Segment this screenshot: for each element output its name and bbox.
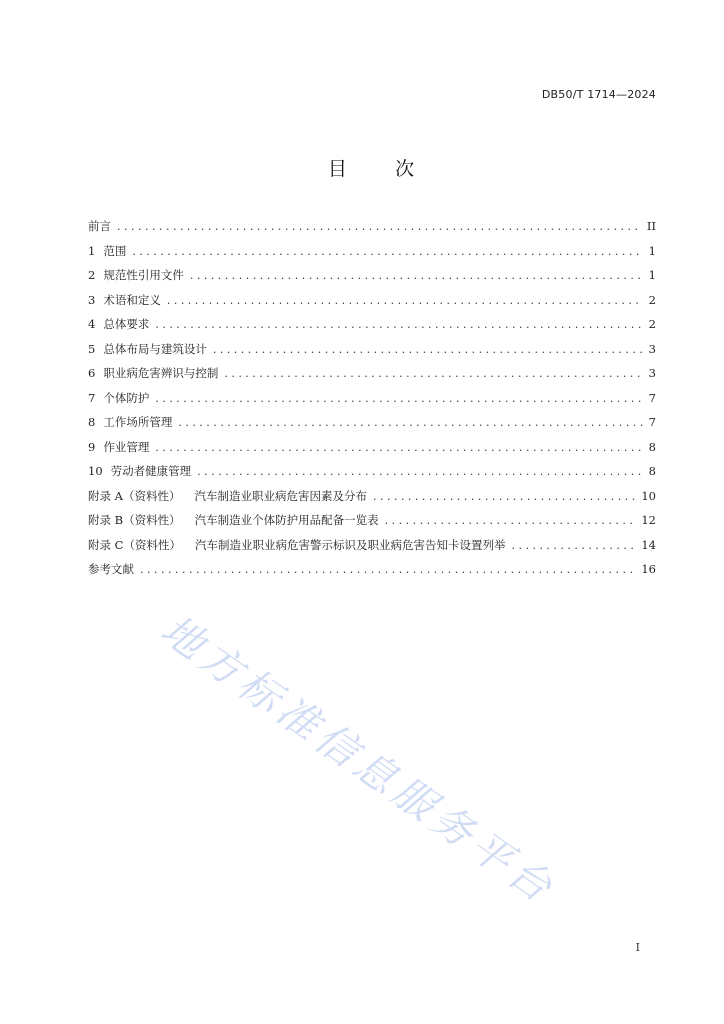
toc-entry-number: 5 [88,341,96,356]
toc-entry-appendix-c[interactable] [88,536,656,561]
toc-entry-number: 4 [88,317,96,331]
toc-leader-dots [155,439,642,457]
toc-entry-label: 个体防护 [103,390,150,405]
toc-entry-number: 6 [88,366,96,380]
toc-appendix-prefix: 附录 B（资料性） [88,513,181,527]
toc-entry-number: 3 [88,292,96,307]
toc-entry-number: 9 [88,439,96,454]
toc-leader-dots [155,316,642,334]
toc-leader-dots [373,488,635,506]
toc-entry-page: 8 [648,464,656,478]
toc-leader-dots [213,341,643,359]
toc-entry-page: 2 [648,292,656,307]
toc-entry-number: 10 [88,464,103,478]
toc-entry-label: 规范性引用文件 [103,268,184,282]
toc-leader-dots [167,292,643,310]
table-of-contents [88,217,656,585]
toc-leader-dots [511,537,635,555]
toc-entry-hazard-identification[interactable] [88,364,656,389]
toc-entry-label: 汽车制造业个体防护用品配备一览表 [194,513,379,527]
toc-entry-page: 7 [648,390,656,405]
toc-entry-appendix-a[interactable] [88,487,656,512]
toc-entry-page: 10 [641,488,656,503]
toc-entry-page: 3 [648,341,656,356]
toc-entry-normative-references[interactable] [88,266,656,291]
toc-entry-page: 3 [648,366,656,380]
toc-entry-page: 8 [648,439,656,454]
toc-appendix-prefix: 附录 C（资料性） [88,537,181,552]
toc-entry-general-requirements[interactable] [88,315,656,340]
toc-leader-dots [178,414,642,432]
toc-entry-label: 作业管理 [103,439,150,454]
watermark: 地方标准信息服务平台 [152,605,565,915]
toc-entry-label: 前言 [88,219,111,233]
toc-entry-label: 总体布局与建筑设计 [103,341,207,356]
toc-entry-page: 14 [641,537,656,552]
toc-entry-page: 2 [648,317,656,331]
toc-entry-number: 1 [88,243,96,258]
toc-leader-dots [140,561,635,579]
page-number: I [635,941,640,954]
toc-entry-label: 劳动者健康管理 [110,464,192,478]
toc-entry-label: 汽车制造业职业病危害警示标识及职业病危害告知卡设置列举 [194,537,506,552]
toc-entry-page: II [646,219,656,233]
toc-entry-personal-protection[interactable] [88,389,656,414]
toc-entry-terms-definitions[interactable] [88,291,656,316]
toc-entry-page: 1 [648,268,656,282]
toc-entry-label: 范围 [103,243,127,258]
toc-leader-dots [190,267,643,285]
toc-leader-dots [117,218,641,236]
toc-entry-page: 7 [648,415,656,429]
toc-entry-number: 8 [88,415,96,429]
toc-entry-page: 16 [641,562,656,576]
toc-entry-number: 2 [88,268,96,282]
toc-entry-page: 1 [648,243,656,258]
toc-entry-label: 工作场所管理 [103,415,173,429]
toc-entry-scope[interactable] [88,242,656,267]
toc-entry-label: 总体要求 [103,317,150,331]
document-code: DB50/T 1714—2024 [541,88,656,101]
toc-entry-label: 职业病危害辨识与控制 [103,366,219,380]
toc-entry-worker-health[interactable] [88,462,656,487]
toc-entry-layout-design[interactable] [88,340,656,365]
toc-leader-dots [155,390,642,408]
toc-entry-page: 12 [641,513,656,527]
toc-leader-dots [197,463,643,481]
toc-leader-dots [224,365,642,383]
toc-entry-label: 术语和定义 [103,292,161,307]
toc-leader-dots [132,243,642,261]
toc-title: 目 次 [327,158,415,180]
toc-entry-bibliography[interactable] [88,560,656,585]
toc-entry-foreword[interactable] [88,217,656,242]
toc-entry-appendix-b[interactable] [88,511,656,536]
toc-entry-operation-management[interactable] [88,438,656,463]
toc-appendix-prefix: 附录 A（资料性） [88,488,181,503]
toc-entry-label: 参考文献 [88,562,134,576]
toc-leader-dots [385,512,636,530]
toc-entry-label: 汽车制造业职业病危害因素及分布 [194,488,367,503]
toc-entry-workplace-management[interactable] [88,413,656,438]
toc-entry-number: 7 [88,390,96,405]
